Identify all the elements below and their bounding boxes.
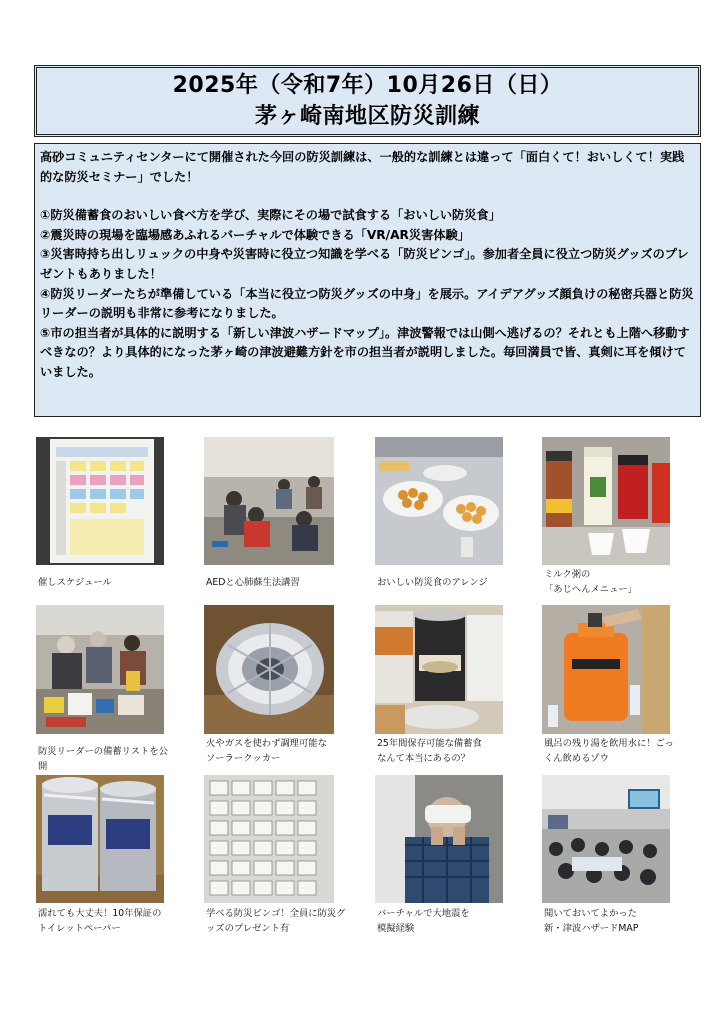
caption-aed-training: AEDと心肺蘇生法講習	[206, 577, 300, 588]
photo-bingo-board	[204, 775, 334, 903]
intro-panel	[34, 143, 701, 417]
caption-vr-experience: バーチャルで大地震を 模擬経験	[377, 908, 470, 934]
photo-water-filter	[542, 605, 670, 734]
event-date: 2025年（令和7年）10月26日（日）	[172, 73, 563, 98]
intro-lead: 高砂コミュニティセンターにて開催された今回の防災訓練は、一般的な訓練とは違って「面白くて！おいしくて！実践的な防災セミナー」でした！	[40, 150, 685, 184]
photo-hazard-map-seminar	[542, 775, 670, 903]
intro-item-3: ③災害時持ち出しリュックの中身や災害時に役立つ知識を学べる「防災ビンゴ」。参加者全員に役立つ防災グッズのプレゼントもありました！	[40, 247, 689, 281]
intro-item-2: ②震災時の現場を臨場感あふれるバーチャルで体験できる「VR/AR災害体験」	[40, 227, 470, 242]
caption-25yr-food: 25年間保存可能な備蓄食 なんて本当にあるの？	[377, 738, 482, 764]
caption-stockpile-list: 防災リーダーの備蓄リストを公開	[38, 746, 168, 772]
photo-schedule	[36, 437, 164, 565]
photo-solar-cooker	[204, 605, 334, 734]
caption-bingo-board: 学べる防災ビンゴ！全員に防災グッズのプレゼント有	[206, 908, 346, 934]
intro-item-5: ⑤市の担当者が具体的に説明する「新しい津波ハザードマップ」。津波警報では山側へ逃げるの？それとも上階へ移動すべきなの？より具体的になった茅ヶ崎の津波避難方針を市の担当者が説明しました。毎回満員で皆、真剣に耳を傾けていました。	[40, 325, 690, 379]
photo-25yr-food	[375, 605, 503, 734]
paragraph-gap	[40, 187, 694, 206]
photo-disaster-food	[375, 437, 503, 565]
event-title: 茅ヶ崎南地区防災訓練	[254, 104, 480, 129]
caption-water-filter: 風呂の残り湯を飲用水に！ごっくん飲めるゾウ	[544, 738, 674, 764]
caption-disaster-food: おいしい防災食のアレンジ	[377, 577, 488, 588]
caption-hazard-map-seminar: 聞いておいてよかった 新・津波ハザードMAP	[544, 908, 639, 934]
intro-item-4: ④防災リーダーたちが準備している「本当に役立つ防災グッズの中身」を展示。アイデアグッズ顔負けの秘密兵器と防災リーダーの説明も非常に参考になりました。	[40, 286, 694, 321]
caption-schedule: 催しスケジュール	[38, 577, 112, 588]
title-banner	[34, 65, 701, 137]
photo-vr-experience	[375, 775, 503, 903]
caption-toilet-paper: 濡れても大丈夫！10年保証のトイレットペーパー	[38, 908, 162, 934]
photo-toilet-paper	[36, 775, 164, 903]
photo-aed-training	[204, 437, 334, 565]
intro-item-1: ①防災備蓄食のおいしい食べ方を学び、実際にその場で試食する「おいしい防災食」	[40, 208, 501, 223]
caption-milk-porridge: ミルク粥の 「あじへんメニュー」	[544, 569, 637, 595]
photo-stockpile-list	[36, 605, 164, 734]
caption-solar-cooker: 火やガスを使わず調理可能なソーラークッカー	[206, 738, 327, 764]
photo-milk-porridge	[542, 437, 670, 565]
